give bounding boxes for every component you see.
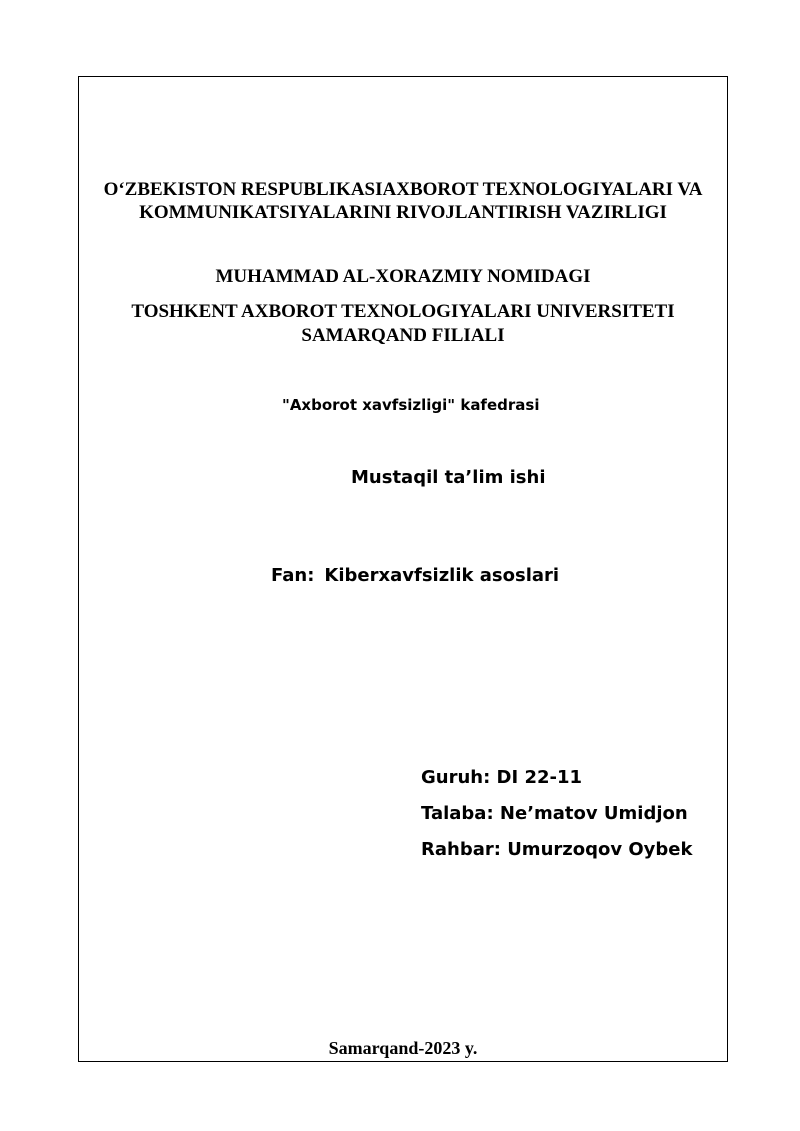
department-name: "Axborot xavfsizligi" kafedrasi bbox=[282, 396, 540, 414]
subject-label: Fan: bbox=[271, 565, 315, 586]
subject-value: Kiberxavfsizlik asoslari bbox=[324, 565, 560, 586]
ministry-heading bbox=[78, 178, 728, 224]
university-heading bbox=[78, 300, 728, 348]
university-name-line-2: TOSHKENT AXBOROT TEXNOLOGIYALARI UNIVERSITETI bbox=[131, 301, 675, 322]
subject-line bbox=[271, 565, 559, 587]
university-name-line-3: SAMARQAND FILIALI bbox=[301, 325, 505, 346]
ministry-line-2: KOMMUNIKATSIYALARINI RIVOJLANTIRISH VAZIRLIGI bbox=[139, 202, 667, 223]
work-type-title: Mustaqil ta’lim ishi bbox=[351, 467, 546, 488]
supervisor-info: Rahbar: Umurzoqov Oybek bbox=[421, 839, 693, 860]
university-name-line-1: MUHAMMAD AL-XORAZMIY NOMIDAGI bbox=[215, 266, 591, 287]
city-year-footer: Samarqand-2023 y. bbox=[328, 1038, 478, 1058]
student-info: Talaba: Ne’matov Umidjon bbox=[421, 803, 688, 824]
ministry-line-1: O‘ZBEKISTON RESPUBLIKASIAXBOROT TEXNOLOGIYALARI VA bbox=[103, 179, 703, 200]
group-info: Guruh: DI 22-11 bbox=[421, 767, 583, 788]
